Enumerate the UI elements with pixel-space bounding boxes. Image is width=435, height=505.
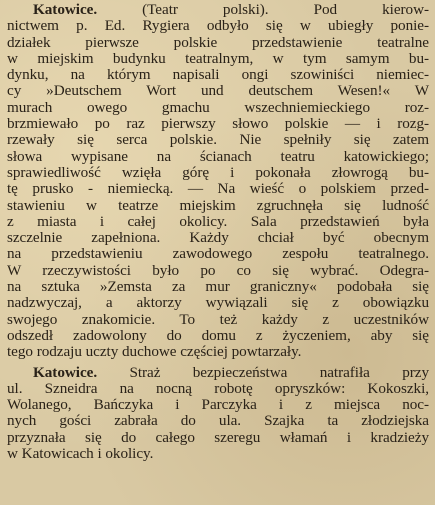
article-line: odszedł zadowolony do domu z życzeniem, aby się bbox=[7, 326, 429, 344]
article-line: swojego znakomicie. To też każdy z uczestników bbox=[7, 310, 429, 328]
article-line: z miasta i całej okolicy. Sala przedstawień była bbox=[7, 212, 429, 230]
article-line: na sztuka »Zemsta za mur graniczny« podobała się bbox=[7, 278, 429, 296]
article-line: przyznała się do całego szeregu włamań i kradzieży bbox=[7, 428, 429, 446]
article-line: rzewały się serca polskie. Nie spełniły się zatem bbox=[7, 131, 429, 149]
article-line: murach owego gmachu wszechniemieckiego roz- bbox=[7, 98, 429, 116]
article-line: w miejskim budynku teatralnym, w tym samym bu- bbox=[7, 49, 429, 67]
article-line: brzmiewało po raz pierwszy słowo polskie — i rozg- bbox=[7, 115, 429, 133]
article-line: działek pierwsze polskie przedstawienie teatralne bbox=[7, 33, 429, 51]
article-line: cy »Deutschem Wort und deutschem Wesen!« W bbox=[7, 82, 429, 100]
article-line: dynku, na którym napisali ongi szowiniści niemiec- bbox=[7, 66, 429, 84]
article-line: nych gości zabrała do ula. Szajka ta złodziejska bbox=[7, 412, 429, 430]
article-line: W rzeczywistości było po co się wybrać. Odegra- bbox=[7, 261, 429, 279]
article-line bbox=[7, 2, 429, 18]
article-line: ul. Szneidra na nocną robotę opryszków: Kokoszki, bbox=[7, 379, 429, 397]
article-line: Wolanego, Bańczyka i Parczyka i z miejsca noc- bbox=[7, 396, 429, 414]
dateline: Katowice. bbox=[33, 1, 98, 18]
article-theatre bbox=[7, 2, 429, 361]
article-line-text: (Teatr polski). Pod kierow- bbox=[97, 1, 429, 18]
article-line: tego rodzaju uczty duchowe częściej powtarzały. bbox=[7, 343, 302, 361]
article-line: sprawiedliwość wzięła górę i pokonała złowrogą bu- bbox=[7, 163, 429, 181]
article-line: nictwem p. Ed. Rygiera odbyło się w ubiegły ponie- bbox=[7, 17, 429, 35]
dateline: Katowice. bbox=[33, 363, 98, 381]
article-line: w Katowicach i okolicy. bbox=[7, 445, 154, 463]
article-line: tę prusko - niemiecką. — Na wieść o polskiem przed- bbox=[7, 180, 429, 198]
article-line: szczelnie zapełniona. Każdy chciał być obecnym bbox=[7, 229, 429, 247]
article-line: stawieniu w teatrze miejskim zgruchnęła się ludność bbox=[7, 196, 429, 214]
article-line: słowa wypisane na ścianach teatru katowickiego; bbox=[7, 147, 429, 165]
article-line bbox=[7, 365, 429, 381]
article-police bbox=[7, 365, 429, 463]
article-line: nadzwyczaj, a aktorzy wywiązali się z obowiązku bbox=[7, 294, 429, 312]
article-line: na przedstawieniu zawodowego zespołu teatralnego. bbox=[7, 245, 429, 263]
article-line-text: Straż bezpieczeństwa natrafiła przy bbox=[97, 363, 429, 381]
